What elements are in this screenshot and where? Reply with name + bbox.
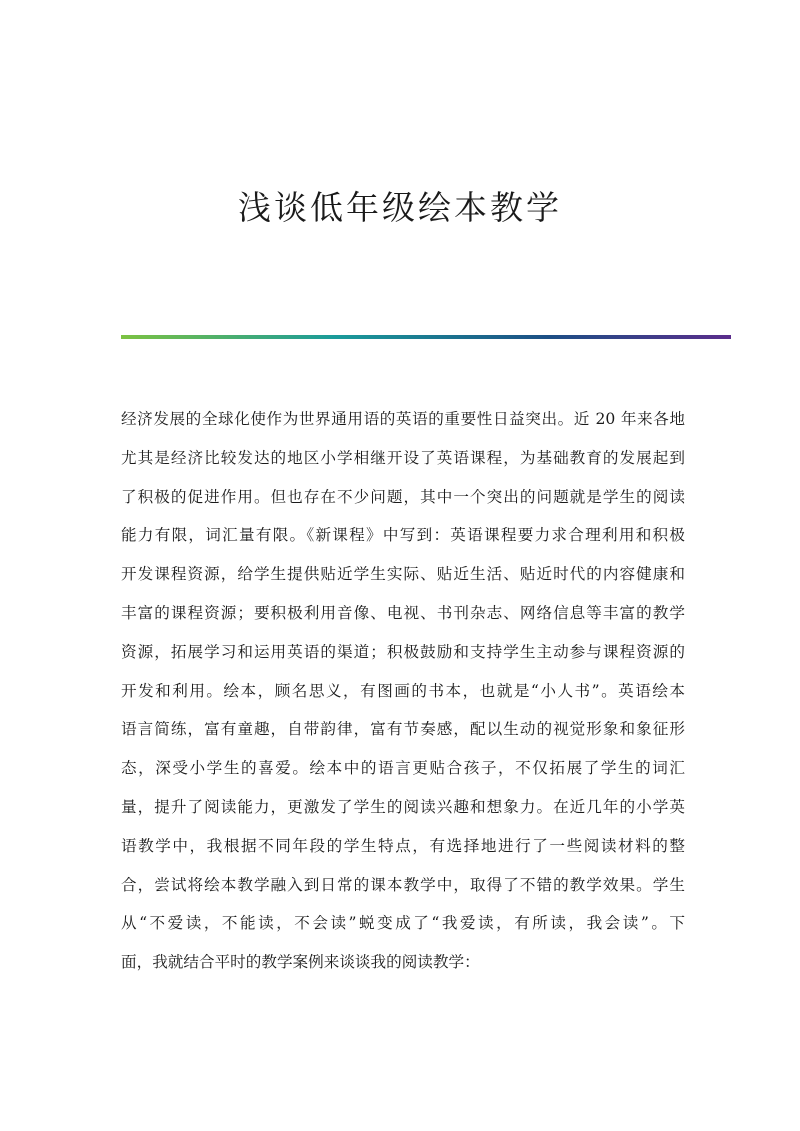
paragraph-line: 丰富的课程资源；要积极利用音像、电视、书刊杂志、网络信息等丰富的教学 (121, 603, 685, 622)
paragraph-line: 量，提升了阅读能力，更激发了学生的阅读兴趣和想象力。在近几年的小学英 (121, 797, 685, 816)
paragraph-line: 能力有限，词汇量有限。《新课程》中写到：英语课程要力求合理利用和积极 (121, 526, 685, 545)
paragraph-line: 态，深受小学生的喜爱。绘本中的语言更贴合孩子，不仅拓展了学生的词汇 (121, 759, 685, 778)
paragraph-line: 尤其是经济比较发达的地区小学相继开设了英语课程，为基础教育的发展起到 (121, 448, 685, 467)
paragraph-line: 资源，拓展学习和运用英语的渠道；积极鼓励和支持学生主动参与课程资源的 (121, 642, 685, 661)
paragraph-line: 开发和利用。绘本，顾名思义，有图画的书本，也就是“小人书”。英语绘本 (121, 681, 685, 700)
body-paragraph (121, 400, 685, 982)
page-title: 浅谈低年级绘本教学 (238, 188, 562, 227)
paragraph-line: 语言简练，富有童趣，自带韵律，富有节奏感，配以生动的视觉形象和象征形 (121, 720, 685, 739)
paragraph-line: 开发课程资源，给学生提供贴近学生实际、贴近生活、贴近时代的内容健康和 (121, 565, 685, 584)
paragraph-line: 了积极的促进作用。但也存在不少问题，其中一个突出的问题就是学生的阅读 (121, 487, 685, 506)
paragraph-line-last: 面，我就结合平时的教学案例来谈谈我的阅读教学： (121, 953, 480, 972)
paragraph-line: 合，尝试将绘本教学融入到日常的课本教学中，取得了不错的教学效果。学生 (121, 875, 685, 894)
paragraph-line: 经济发展的全球化使作为世界通用语的英语的重要性日益突出。近 20 年来各地 (121, 410, 685, 428)
paragraph-line: 语教学中，我根据不同年段的学生特点，有选择地进行了一些阅读材料的整 (121, 836, 685, 855)
paragraph-line: 从“不爱读，不能读，不会读”蜕变成了“我爱读，有所读，我会读”。下 (121, 914, 685, 933)
title-divider (121, 335, 731, 339)
